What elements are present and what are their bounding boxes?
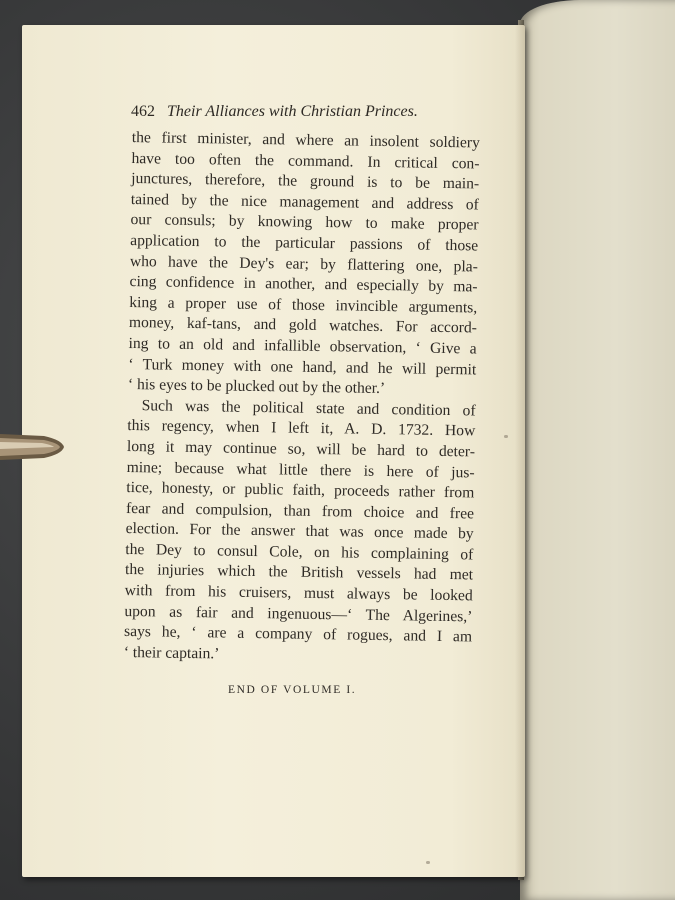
text-line: tice, honesty, or public faith, proceeds rather from bbox=[126, 479, 475, 502]
text-line: the injuries which the British vessels had met bbox=[124, 561, 474, 584]
running-title: Their Alliances with Christian Princes. bbox=[167, 103, 418, 120]
text-line: upon as fair and ingenuous—‘ The Algerines,’ bbox=[124, 602, 473, 626]
text-line: ‘ Turk money with one hand, and he will permit bbox=[128, 355, 477, 378]
text-line: king a proper use of those invincible arguments, bbox=[129, 293, 478, 317]
text-line: ‘ their captain.’ bbox=[123, 643, 220, 663]
text-line: the Dey to consul Cole, on his complaining of bbox=[125, 540, 474, 564]
text-line: election. For the answer that was once made by bbox=[125, 520, 474, 543]
text-line: ‘ his eyes to be plucked out by the other.’ bbox=[127, 376, 386, 398]
text-line: who have the Dey's ear; by flattering one, pla- bbox=[129, 252, 479, 276]
text-line: cing confidence in another, and especially by ma- bbox=[129, 273, 478, 296]
paper-speck bbox=[504, 435, 508, 438]
bookmark-icon bbox=[0, 428, 66, 466]
text-line: Such was the political state and condition of bbox=[141, 396, 476, 420]
text-line: says he, ‘ are a company of rogues, and I am bbox=[123, 623, 473, 646]
text-line: application to the particular passions of those bbox=[130, 231, 479, 255]
text-line: with from his cruisers, must always be looked bbox=[124, 582, 473, 605]
text-line: the first minister, and where an insolent soldiery bbox=[131, 128, 480, 152]
end-of-volume-note: END OF VOLUME I. bbox=[228, 684, 357, 696]
body-text bbox=[124, 128, 480, 669]
text-line: junctures, therefore, the ground is to be main- bbox=[131, 170, 480, 193]
running-header bbox=[131, 103, 471, 121]
text-line: long it may continue so, will be hard to deter- bbox=[126, 437, 476, 461]
paper-speck bbox=[426, 861, 430, 864]
text-line: our consuls; by knowing how to make proper bbox=[130, 211, 479, 234]
facing-page bbox=[520, 0, 675, 900]
text-line: this regency, when I left it, A. D. 1732. How bbox=[127, 417, 476, 440]
text-line: mine; because what little there is here of jus- bbox=[126, 458, 475, 481]
text-line: tained by the nice management and address of bbox=[130, 190, 479, 214]
text-line: have too often the command. In critical con- bbox=[131, 149, 480, 173]
text-line: ing to an old and infallible observation, ‘ Give a bbox=[128, 334, 477, 358]
text-line: fear and compulsion, than from choice and free bbox=[125, 499, 475, 523]
page-number: 462 bbox=[131, 103, 155, 120]
text-line: money, kaf-tans, and gold watches. For accord- bbox=[128, 314, 478, 337]
